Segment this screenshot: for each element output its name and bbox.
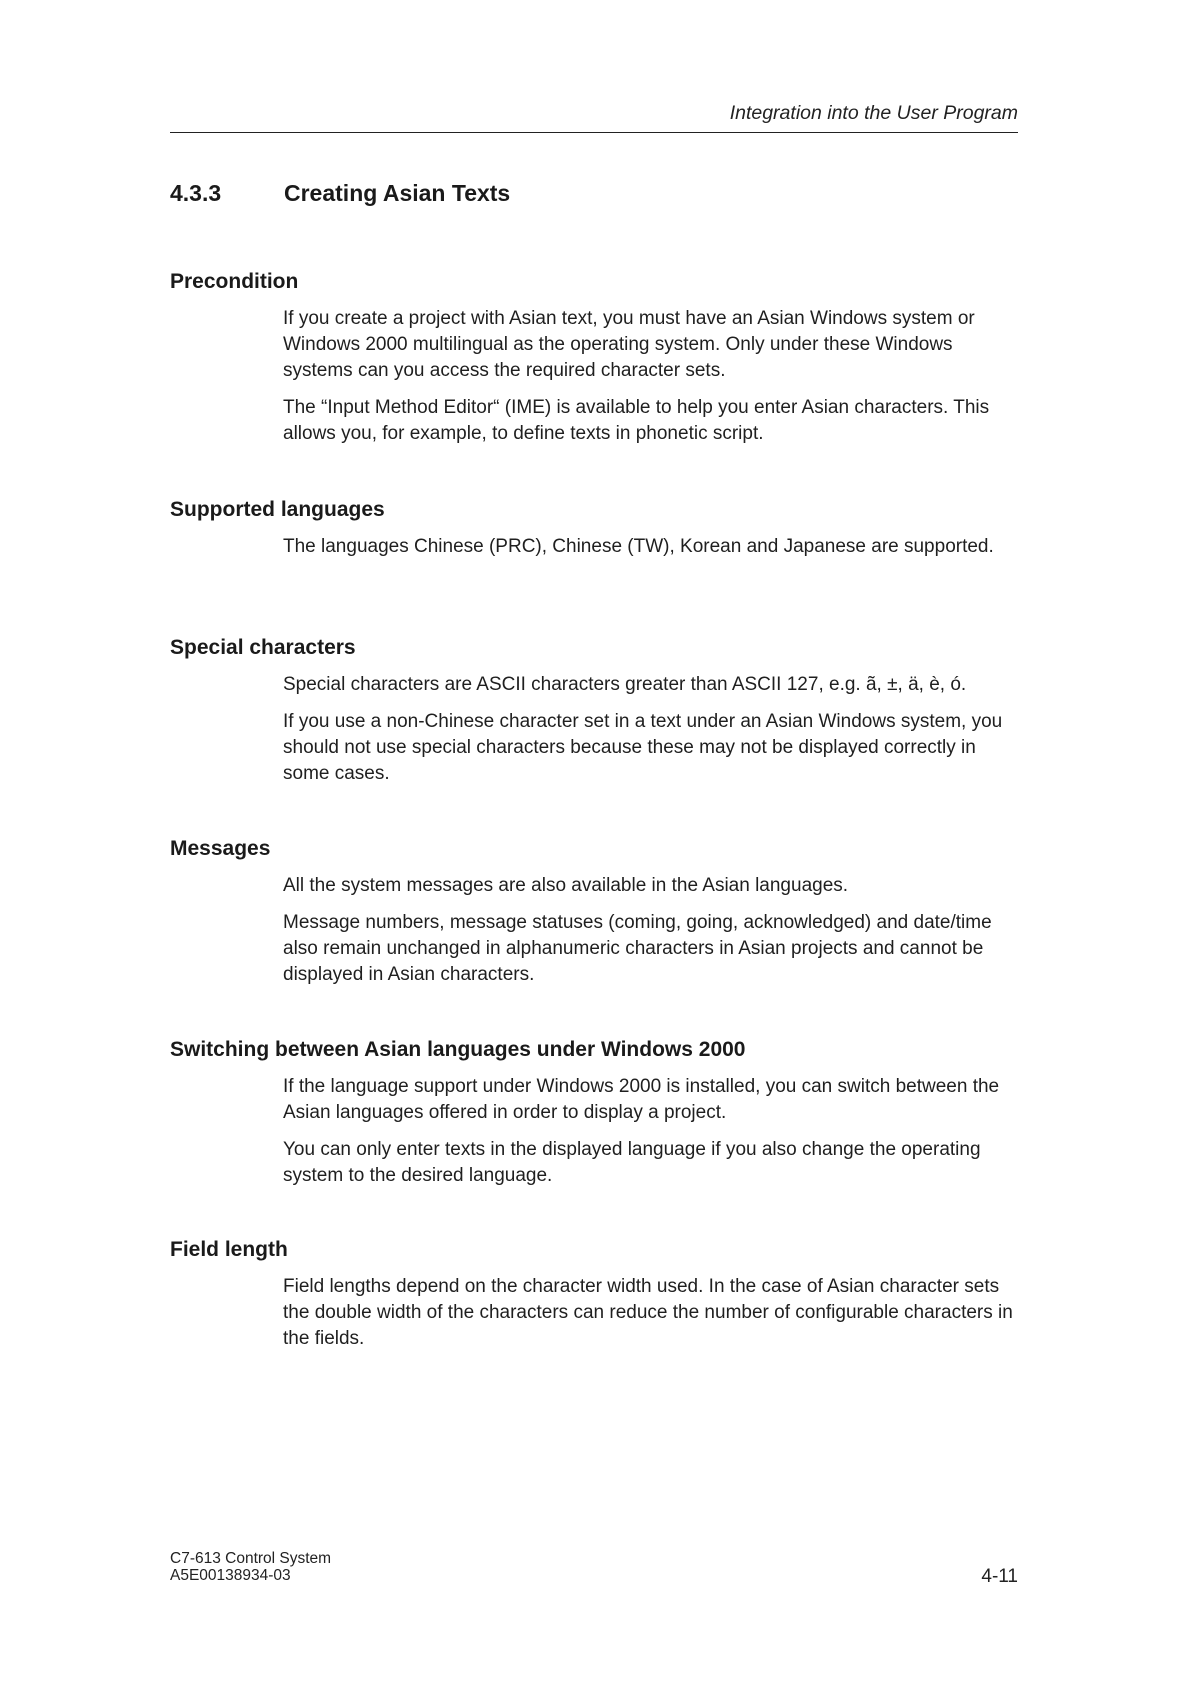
block-heading: Precondition — [170, 270, 299, 293]
block-heading: Switching between Asian languages under Windows 2000 — [170, 1038, 746, 1061]
block-messages — [170, 837, 1018, 999]
block-field-length — [170, 1238, 1018, 1363]
block-heading: Messages — [170, 837, 271, 860]
block-paragraph: Message numbers, message statuses (coming, going, acknowledged) and date/time also remain unchanged in alphanumeric characters in Asian projects and cannot be displayed in Asian characters. — [283, 912, 992, 985]
block-paragraph: If you use a non-Chinese character set in a text under an Asian Windows system, you should not use special characters because these may not be displayed correctly in some cases. — [283, 711, 1003, 784]
block-heading: Supported languages — [170, 498, 385, 521]
header-rule — [170, 132, 1018, 133]
page-number: 4-11 — [981, 1566, 1018, 1587]
footer-doc-number: A5E00138934-03 — [170, 1567, 291, 1584]
footer-doc-title: C7-613 Control System — [170, 1550, 332, 1567]
block-paragraph: All the system messages are also available in the Asian languages. — [283, 875, 849, 896]
running-header: Integration into the User Program — [729, 102, 1018, 124]
block-heading: Field length — [170, 1238, 288, 1261]
block-special-characters — [170, 636, 1018, 798]
block-paragraph: The “Input Method Editor“ (IME) is available to help you enter Asian characters. This allows you, for example, to define texts in phonetic script. — [283, 397, 990, 444]
block-paragraph: If the language support under Windows 2000 is installed, you can switch between the Asian languages offered in order to display a project. — [283, 1076, 1000, 1123]
block-paragraph: You can only enter texts in the displayed language if you also change the operating system to the desired language. — [283, 1139, 981, 1186]
block-paragraph: The languages Chinese (PRC), Chinese (TW), Korean and Japanese are supported. — [283, 536, 994, 557]
block-paragraph: If you create a project with Asian text, you must have an Asian Windows system or Windows 2000 multilingual as the operating system. Only under these Windows systems can you access the required character sets. — [283, 308, 975, 381]
block-paragraph: Field lengths depend on the character width used. In the case of Asian character sets the double width of the characters can reduce the number of configurable characters in the fields. — [283, 1276, 1013, 1349]
block-precondition — [170, 270, 1018, 458]
footer-doc-info — [170, 1550, 331, 1584]
block-supported-languages — [170, 498, 1018, 571]
section-number: 4.3.3 — [170, 180, 222, 206]
section-title-text: Creating Asian Texts — [284, 180, 511, 206]
section-title — [170, 180, 510, 207]
block-switching-languages — [170, 1038, 1018, 1200]
block-heading: Special characters — [170, 636, 356, 659]
block-paragraph: Special characters are ASCII characters greater than ASCII 127, e.g. ã, ±, ä, è, ó. — [283, 674, 967, 695]
